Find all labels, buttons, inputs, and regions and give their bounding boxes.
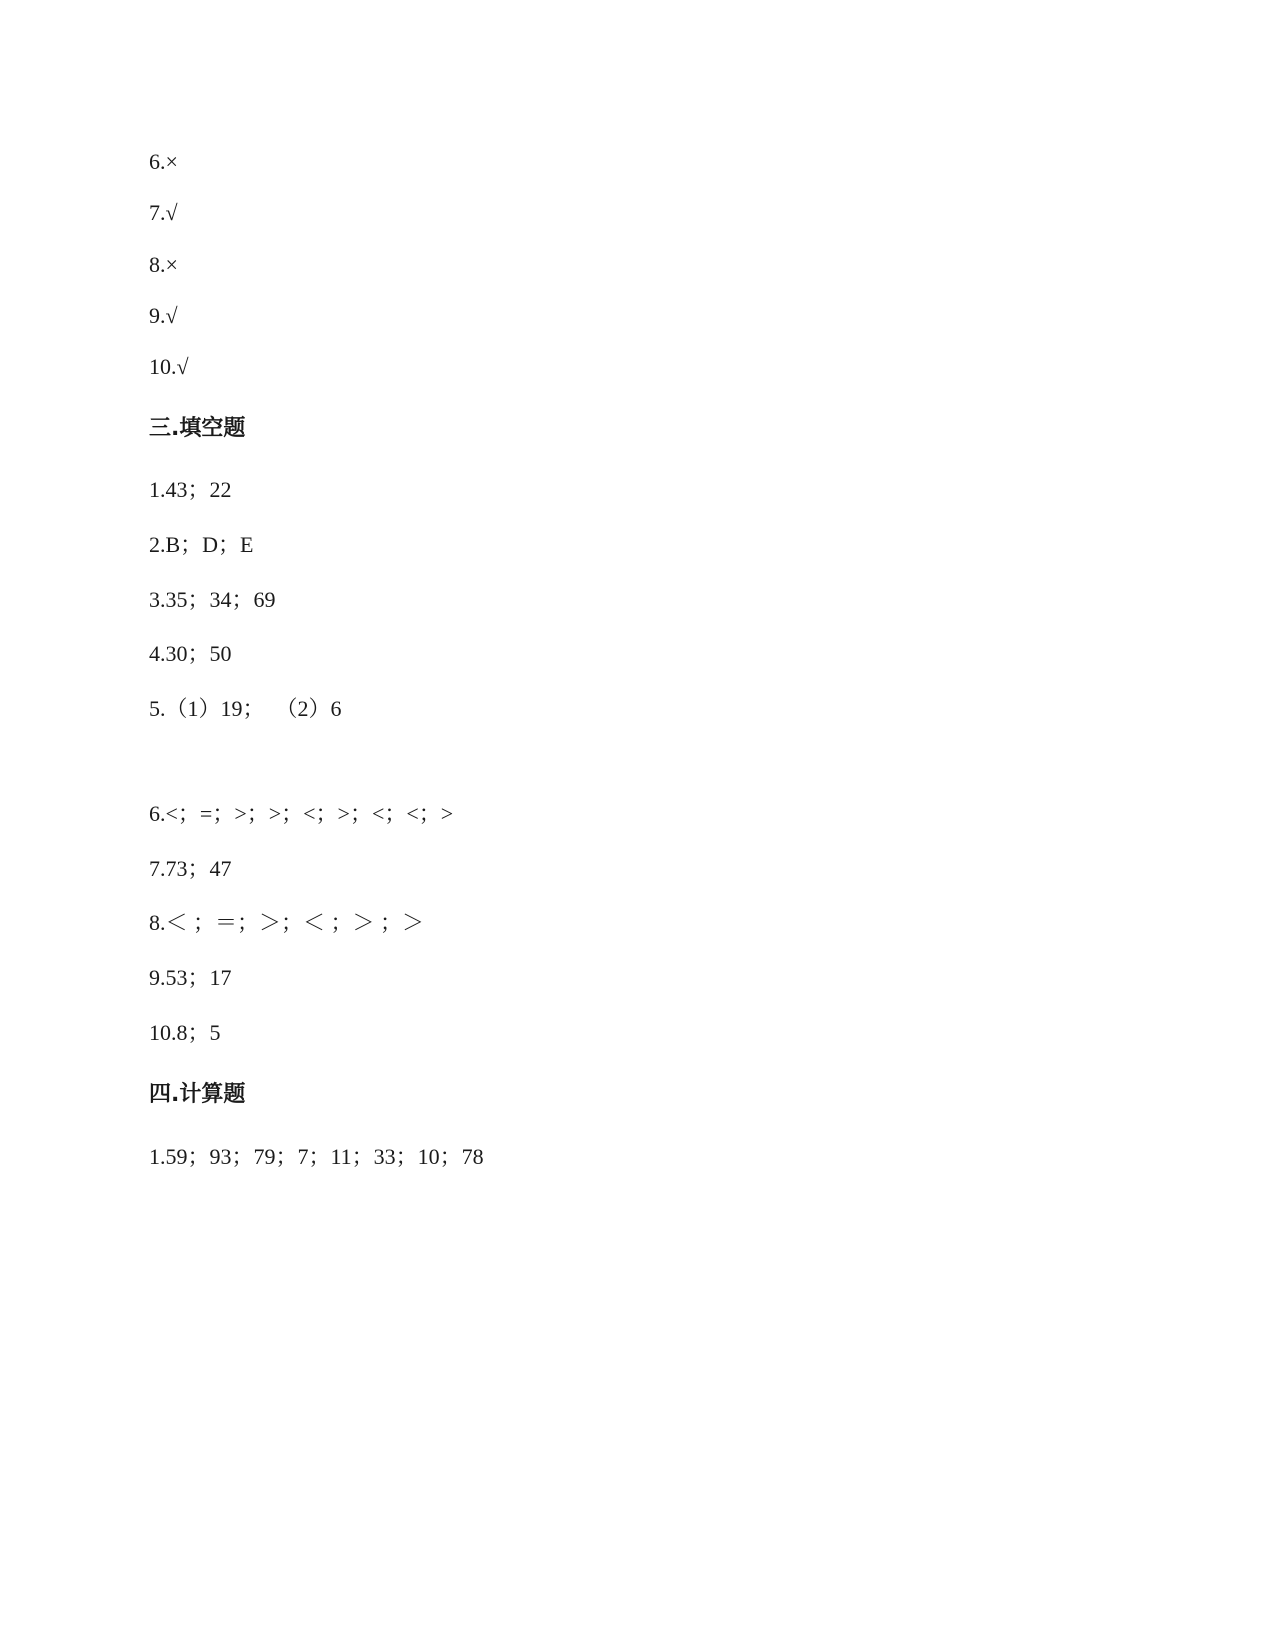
answer-item: 6.<；=；>；>；<；>；<；<；> [149, 801, 454, 826]
answer-item: 8.＜ ；＝；＞；＜ ；＞ ；＞ [149, 910, 425, 935]
answer-item: 10.√ [149, 354, 189, 379]
section-heading-fill-in: 三.填空题 [149, 416, 246, 441]
answer-item: 7.√ [149, 200, 178, 225]
answer-item: 6.× [149, 149, 178, 174]
section-heading-calculation: 四.计算题 [149, 1082, 246, 1107]
answer-item: 7.73；47 [149, 856, 232, 881]
answer-item: 1.59；93；79；7；11；33；10；78 [149, 1144, 484, 1169]
answer-item: 5.（1）19； （2）6 [149, 696, 342, 721]
answer-item: 9.53；17 [149, 965, 232, 990]
answer-item: 10.8；5 [149, 1020, 221, 1045]
answer-item: 9.√ [149, 303, 178, 328]
answer-item: 8.× [149, 252, 178, 277]
answer-item: 3.35；34；69 [149, 587, 276, 612]
answer-item: 2.B；D；E [149, 532, 254, 557]
answer-item: 4.30；50 [149, 641, 232, 666]
answer-item: 1.43；22 [149, 477, 232, 502]
